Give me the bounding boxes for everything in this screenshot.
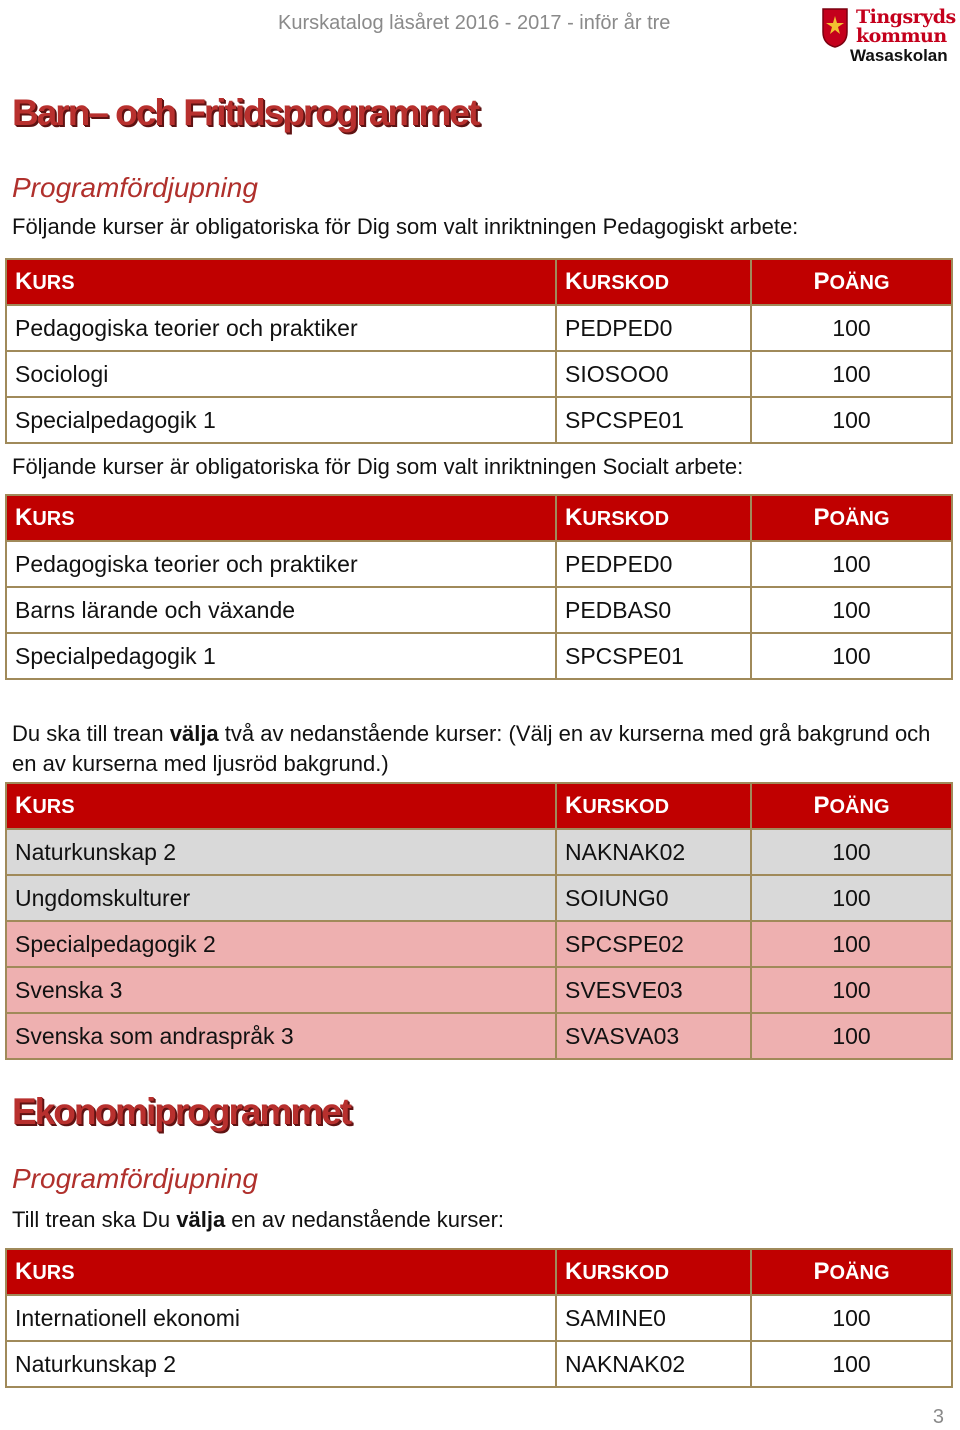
header-initial: P — [813, 268, 830, 295]
header-course — [6, 783, 556, 829]
intro-text-pre: Till trean ska Du — [12, 1207, 177, 1232]
header-initial: P — [813, 504, 830, 531]
header-initial: K — [565, 1258, 583, 1285]
header-points — [751, 259, 952, 305]
table-header-row — [6, 495, 952, 541]
course-code: NAKNAK02 — [556, 829, 751, 875]
section-title-ekonomi: Ekonomiprogrammet — [12, 1091, 351, 1132]
course-code: SOIUNG0 — [556, 875, 751, 921]
header-rest: URSKOD — [582, 1262, 670, 1284]
logo-line3: Wasaskolan — [850, 46, 948, 65]
course-name: Specialpedagogik 1 — [6, 397, 556, 443]
course-code: SAMINE0 — [556, 1295, 751, 1341]
course-code: SPCSPE02 — [556, 921, 751, 967]
course-points: 100 — [751, 541, 952, 587]
course-table-valbara — [5, 782, 953, 1060]
coat-of-arms-icon — [822, 8, 848, 48]
header-initial: K — [565, 792, 583, 819]
course-points: 100 — [751, 305, 952, 351]
header-points — [751, 783, 952, 829]
header-rest: URSKOD — [582, 796, 670, 818]
intro-valj-tva — [12, 719, 947, 779]
course-points: 100 — [751, 397, 952, 443]
course-name: Svenska 3 — [6, 967, 556, 1013]
logo-line1: Tingsryds — [856, 6, 956, 28]
course-code: PEDPED0 — [556, 305, 751, 351]
header-rest: URS — [32, 272, 75, 294]
table-row — [6, 351, 952, 397]
table-row — [6, 397, 952, 443]
table-row — [6, 1295, 952, 1341]
header-rest: OÄNG — [829, 508, 890, 530]
course-code: PEDPED0 — [556, 541, 751, 587]
header-course — [6, 259, 556, 305]
page-number: 3 — [932, 1406, 944, 1428]
course-name: Specialpedagogik 1 — [6, 633, 556, 679]
header-points — [751, 495, 952, 541]
course-code: SIOSOO0 — [556, 351, 751, 397]
table-row — [6, 967, 952, 1013]
intro-text-pre: Du ska till trean — [12, 721, 170, 746]
course-name: Naturkunskap 2 — [6, 1341, 556, 1387]
header-code — [556, 1249, 751, 1295]
table-row — [6, 829, 952, 875]
header-initial: K — [15, 1258, 33, 1285]
course-code: PEDBAS0 — [556, 587, 751, 633]
header-rest: URS — [32, 1262, 75, 1284]
course-name: Barns lärande och växande — [6, 587, 556, 633]
section-subtitle: Programfördjupning — [12, 172, 258, 203]
header-rest: URSKOD — [582, 272, 670, 294]
course-points: 100 — [751, 921, 952, 967]
intro-text-bold: välja — [176, 1207, 226, 1232]
header-initial: K — [15, 268, 33, 295]
table-header-row — [6, 259, 952, 305]
course-points: 100 — [751, 587, 952, 633]
intro-text-post: två av nedanstående kurser: (Välj en av kurserna med grå bakgrund och en av kurserna med ljusröd bakgrund.) — [12, 721, 931, 776]
course-code: SPCSPE01 — [556, 397, 751, 443]
table-header-row — [6, 783, 952, 829]
course-table-socialt — [5, 494, 953, 680]
intro-text-post: en av nedanstående kurser: — [225, 1207, 505, 1232]
course-code: NAKNAK02 — [556, 1341, 751, 1387]
course-name: Svenska som andraspråk 3 — [6, 1013, 556, 1059]
course-name: Pedagogiska teorier och praktiker — [6, 541, 556, 587]
course-name: Naturkunskap 2 — [6, 829, 556, 875]
header-rest: URS — [32, 508, 75, 530]
table-row — [6, 541, 952, 587]
course-code: SPCSPE01 — [556, 633, 751, 679]
header-initial: P — [813, 1258, 830, 1285]
header-points — [751, 1249, 952, 1295]
header-rest: OÄNG — [829, 272, 890, 294]
table-row — [6, 1341, 952, 1387]
course-points: 100 — [751, 829, 952, 875]
header-course — [6, 495, 556, 541]
course-table-ekonomi — [5, 1248, 953, 1388]
course-points: 100 — [751, 1013, 952, 1059]
table-row — [6, 633, 952, 679]
header-code — [556, 259, 751, 305]
table-row — [6, 921, 952, 967]
header-initial: P — [813, 792, 830, 819]
header-initial: K — [15, 792, 33, 819]
table-header-row — [6, 1249, 952, 1295]
header-rest: URSKOD — [582, 508, 670, 530]
course-name: Internationell ekonomi — [6, 1295, 556, 1341]
section-subtitle: Programfördjupning — [12, 1163, 258, 1194]
header-initial: K — [565, 268, 583, 295]
header-course — [6, 1249, 556, 1295]
intro-ekonomi — [12, 1205, 504, 1235]
page-header-title: Kurskatalog läsåret 2016 - 2017 - inför år tre — [278, 12, 671, 34]
header-code — [556, 783, 751, 829]
course-points: 100 — [751, 1341, 952, 1387]
header-rest: OÄNG — [829, 1262, 890, 1284]
course-name: Sociologi — [6, 351, 556, 397]
course-table-pedagogiskt — [5, 258, 953, 444]
header-rest: OÄNG — [829, 796, 890, 818]
logo-line2: kommun — [856, 25, 947, 47]
table-row — [6, 875, 952, 921]
course-name: Specialpedagogik 2 — [6, 921, 556, 967]
intro-pedagogiskt: Följande kurser är obligatoriska för Dig som valt inriktningen Pedagogiskt arbete: — [12, 214, 799, 239]
header-initial: K — [565, 504, 583, 531]
section-title-barn-fritid: Barn– och Fritidsprogrammet — [12, 92, 479, 133]
intro-socialt: Följande kurser är obligatoriska för Dig som valt inriktningen Socialt arbete: — [12, 454, 744, 479]
course-points: 100 — [751, 633, 952, 679]
header-initial: K — [15, 504, 33, 531]
table-row — [6, 1013, 952, 1059]
header-rest: URS — [32, 796, 75, 818]
course-code: SVESVE03 — [556, 967, 751, 1013]
school-logo — [822, 6, 956, 64]
table-row — [6, 587, 952, 633]
intro-text-bold: välja — [169, 721, 219, 746]
course-points: 100 — [751, 967, 952, 1013]
header-code — [556, 495, 751, 541]
course-points: 100 — [751, 875, 952, 921]
course-points: 100 — [751, 351, 952, 397]
course-code: SVASVA03 — [556, 1013, 751, 1059]
course-name: Ungdomskulturer — [6, 875, 556, 921]
table-row — [6, 305, 952, 351]
course-name: Pedagogiska teorier och praktiker — [6, 305, 556, 351]
course-points: 100 — [751, 1295, 952, 1341]
